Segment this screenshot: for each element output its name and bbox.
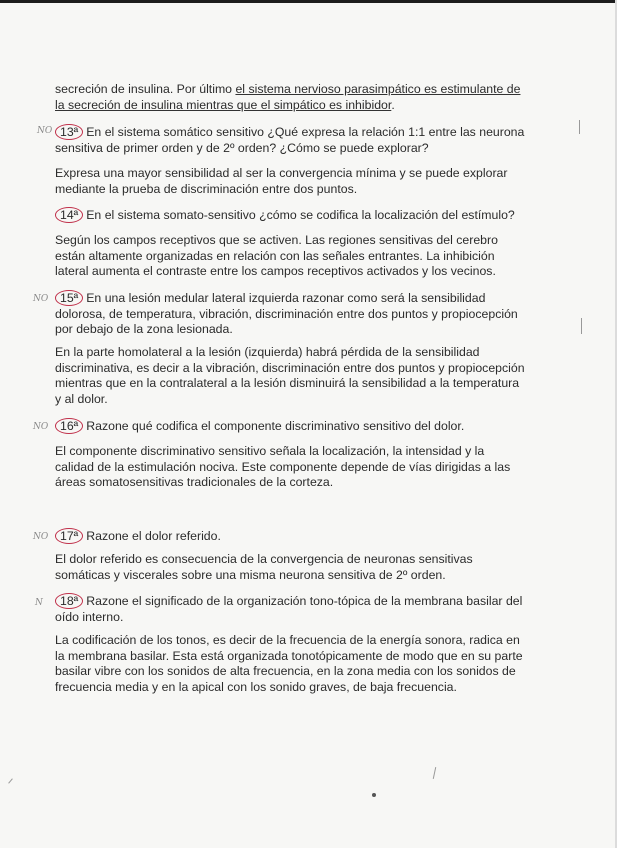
answer-17: El dolor referido es consecuencia de la convergencia de neuronas sensitivas somáticas y viscerales sobre una misma neurona sensitiva de 2º orden. xyxy=(55,552,473,582)
margin-tick xyxy=(579,120,580,134)
margin-note-15: NO xyxy=(33,294,49,304)
margin-note-13: NO xyxy=(37,126,53,136)
question-16: 16ª Razone qué codifica el componente discriminativo sensitivo del dolor. xyxy=(55,418,525,435)
scan-speck xyxy=(372,793,376,797)
margin-note-17: NO xyxy=(33,532,49,542)
question-number-18: 18ª xyxy=(55,593,83,609)
question-number-17: 17ª xyxy=(55,528,83,544)
pen-mark xyxy=(433,767,436,779)
intro-paragraph: secreción de insulina. Por último el sistema nervioso parasimpático es estimulante de la secreción de insulina mientras que el simpático es inhibidor. xyxy=(55,82,521,112)
underlined-phrase: el sistema nervioso parasimpático es estimulante de la secreción de insulina mientras que el simpático es inhibidor xyxy=(55,82,521,112)
answer-15: En la parte homolateral a la lesión (izquierda) habrá pérdida de la sensibilidad discriminativa, es decir a la vibración, discriminación entre dos puntos y propiocepción mientras que en la contralateral a la lesión disminuirá la sensibilidad a la temperatura y al dolor. xyxy=(55,345,525,406)
answer-16: El componente discriminativo sensitivo señala la localización, la intensidad y la calidad de la estimulación nociva. Este componente depende de vías dirigidas a las áreas somatosensitivas tradicionales de la corteza. xyxy=(55,444,511,490)
answer-18: La codificación de los tonos, es decir de la frecuencia de la energía sonora, radica en la membrana basilar. Esta está organizada tonotópicamente de modo que en su parte basilar vibre con los sonidos de alta frecuencia, en la zona media con los sonidos de frecuencia media y en la apical con los sonido graves, de baja frecuencia. xyxy=(55,633,523,694)
answer-14: Según los campos receptivos que se activen. Las regiones sensitivas del cerebro están altamente organizadas en relación con las señales entrantes. La inhibición lateral aumenta el contraste entre los campos receptivos activados y los vecinos. xyxy=(55,233,498,279)
margin-note-16: NO xyxy=(33,422,49,432)
question-13: 13ª En el sistema somático sensitivo ¿Qué expresa la relación 1:1 entre las neurona sensitiva de primer orden y de 2º orden? ¿Cómo se puede explorar? xyxy=(55,125,525,155)
answer-13: Expresa una mayor sensibilidad al ser la convergencia mínima y se puede explorar mediante la prueba de discriminación entre dos puntos. xyxy=(55,166,508,196)
question-number-15: 15ª xyxy=(55,290,83,306)
question-15: 15ª En una lesión medular lateral izquierda razonar como será la sensibilidad dolorosa, de temperatura, vibración, discriminación entre dos puntos y propiocepción por debajo de la zona lesionada. xyxy=(55,291,518,337)
question-18: 18ª Razone el significado de la organización tono-tópica de la membrana basilar del oído interno. xyxy=(55,594,523,624)
question-17: 17ª Razone el dolor referido. xyxy=(55,528,525,545)
question-14: 14ª En el sistema somato-sensitivo ¿cómo se codifica la localización del estímulo? xyxy=(55,207,525,224)
question-number-16: 16ª xyxy=(55,418,83,434)
page-top-edge xyxy=(0,0,617,3)
corner-mark xyxy=(8,778,13,783)
question-number-13: 13ª xyxy=(55,124,83,140)
margin-note-18: N xyxy=(35,598,43,608)
question-number-14: 14ª xyxy=(55,207,83,223)
margin-tick xyxy=(581,318,582,334)
